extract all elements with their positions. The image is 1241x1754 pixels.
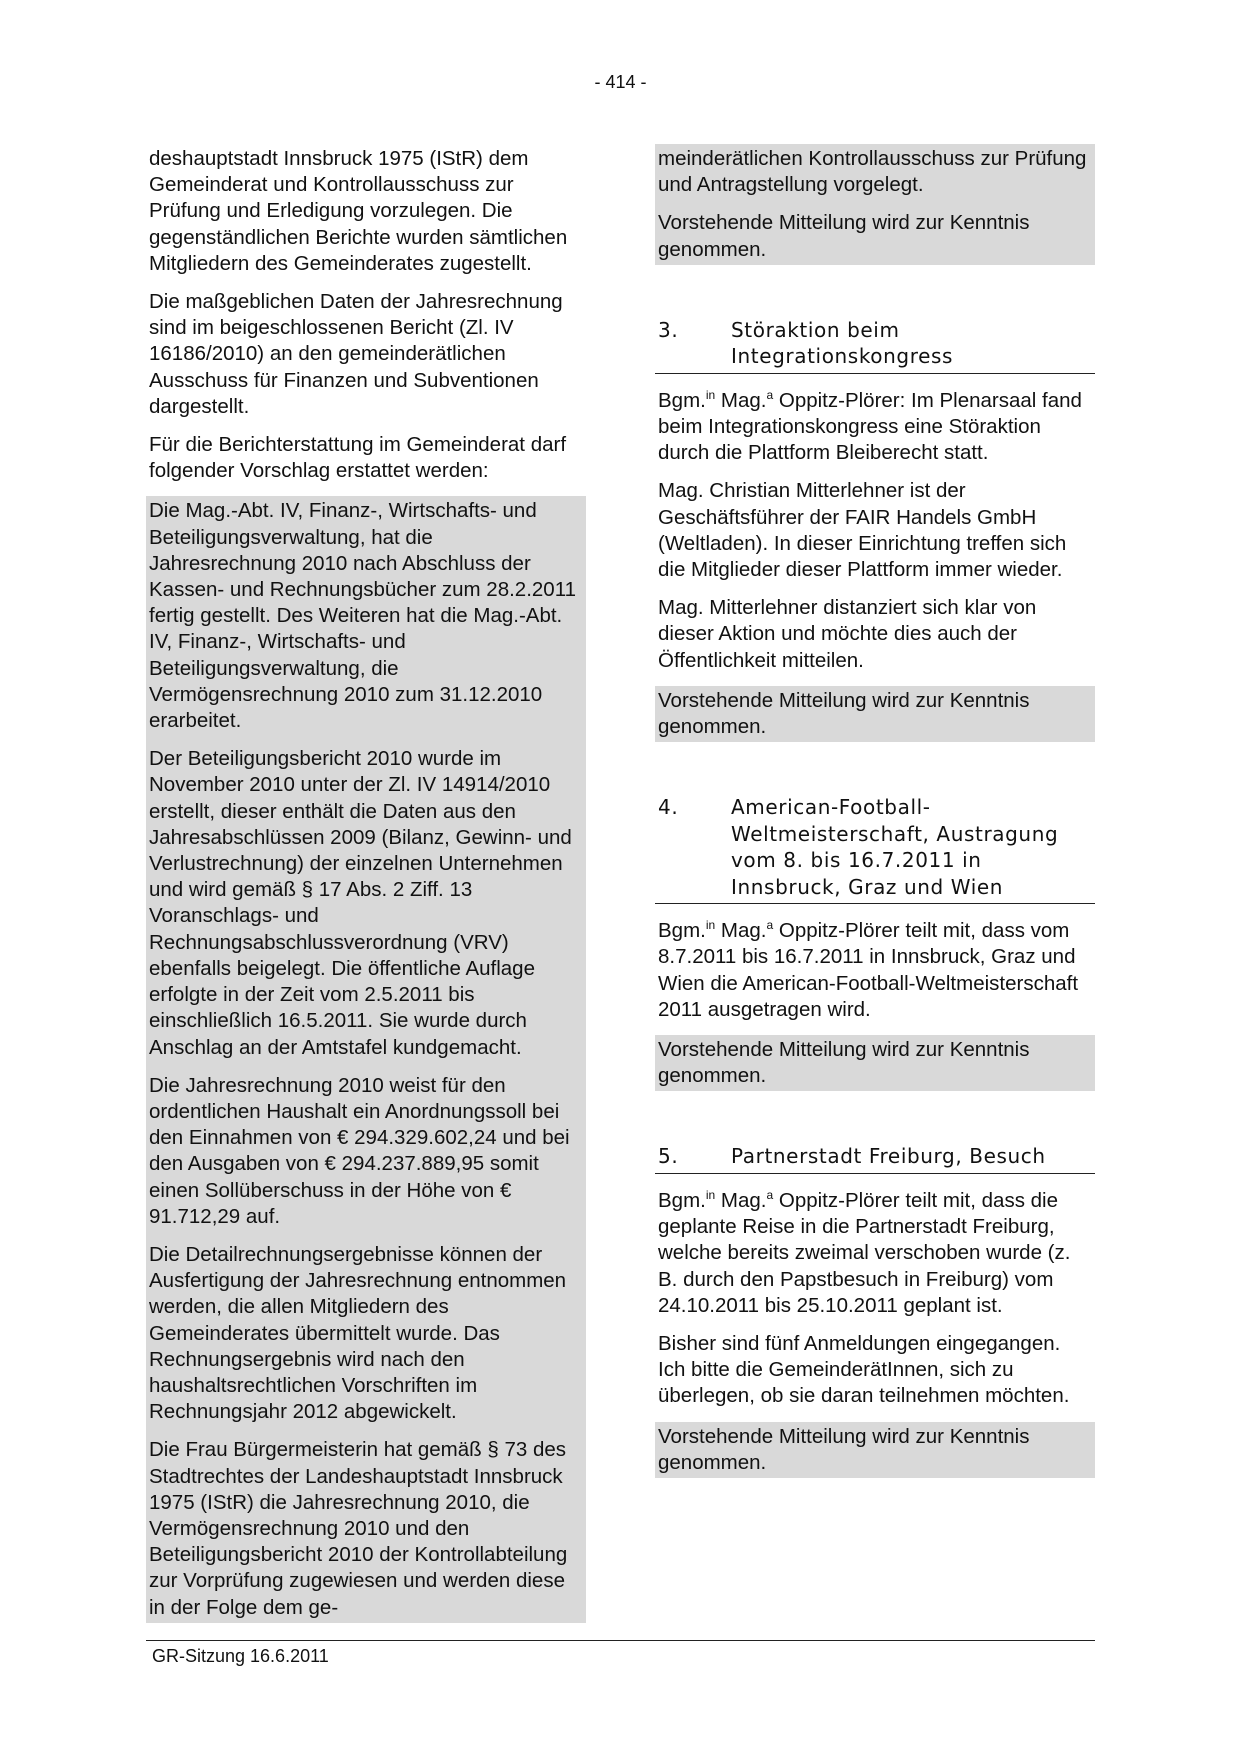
paragraph-text: Oppitz-Plörer: Im Plenarsaal fand beim Integrationskongress eine Störaktion durch die Plattform Bleiberecht statt.	[658, 388, 1082, 465]
section-number: 4.	[658, 795, 679, 820]
paragraph-text: Oppitz-Plörer teilt mit, dass die geplante Reise in die Partnerstadt Freiburg, welche bereits zweimal verschoben wurde (z. B. durch den Papstbesuch in Freiburg) vom 24.10.2011 bis 25.10.2011 geplant ist.	[658, 1188, 1071, 1317]
paragraph: Die maßgeblichen Daten der Jahresrechnung sind im beigeschlossenen Bericht (Zl. IV 16186/2010) an den gemeinderätlichen Ausschuss für Finanzen und Subventionen dargestellt.	[149, 290, 563, 418]
speaker-title: Mag.	[715, 919, 767, 943]
section-title: Störaktion beim Integrationskongress	[731, 317, 954, 369]
superscript: in	[705, 387, 716, 402]
shaded-proposal	[146, 496, 586, 1622]
speaker-title: Mag.	[715, 388, 767, 412]
notice: Vorstehende Mitteilung wird zur Kenntnis genommen.	[658, 688, 1030, 739]
shaded-notice	[655, 686, 1095, 742]
paragraph: Bisher sind fünf Anmeldungen eingegangen. Ich bitte die GemeinderätInnen, sich zu überlegen, ob sie daran teilnehmen möchten.	[658, 1331, 1070, 1408]
notice: Vorstehende Mitteilung wird zur Kenntnis genommen.	[658, 1424, 1030, 1474]
paragraph-text: Oppitz-Plörer teilt mit, dass vom 8.7.2011 bis 16.7.2011 in Innsbruck, Graz und Wien die American-Football-Weltmeisterschaft 2011 ausgetragen wird.	[658, 919, 1079, 1021]
superscript: a	[766, 387, 774, 402]
section-heading-4	[655, 794, 1095, 904]
paragraph: Mag. Christian Mitterlehner ist der Geschäftsführer der FAIR Handels GmbH (Weltladen). In dieser Einrichtung treffen sich die Mitglieder dieser Plattform immer wieder.	[658, 479, 1067, 582]
notice: Vorstehende Mitteilung wird zur Kenntnis genommen.	[658, 1038, 1030, 1088]
paragraph: Für die Berichterstattung im Gemeinderat darf folgender Vorschlag erstattet werden:	[149, 433, 567, 483]
superscript: a	[766, 1188, 774, 1203]
shaded-notice	[655, 1422, 1095, 1478]
speaker-title: Bgm.	[658, 919, 706, 943]
speaker-title: Bgm.	[658, 1188, 706, 1212]
section-number: 5.	[658, 1144, 679, 1169]
proposal-paragraph: Die Mag.-Abt. IV, Finanz-, Wirtschafts- und Beteiligungsverwaltung, hat die Jahresrechnung 2010 nach Abschluss der Kassen- und Rechnungsbücher zum 28.2.2011 fertig gestellt. Des Weiteren hat die Mag.-Abt. IV, Finanz-, Wirtschafts- und Beteiligungsverwaltung, die Vermögensrechnung 2010 zum 31.12.2010 erarbeitet.	[149, 499, 576, 733]
superscript: in	[705, 918, 716, 933]
footer-divider	[146, 1640, 1095, 1641]
left-column	[146, 146, 586, 1635]
page-number: - 414 -	[594, 72, 647, 92]
shaded-continuation	[655, 144, 1095, 265]
section-title: Partnerstadt Freiburg, Besuch	[731, 1144, 1046, 1169]
paragraph: Mag. Mitterlehner distanziert sich klar von dieser Aktion und möchte dies auch der Öffentlichkeit mitteilen.	[658, 596, 1037, 672]
proposal-paragraph: Die Frau Bürgermeisterin hat gemäß § 73 des Stadtrechtes der Landeshauptstadt Innsbruck 1975 (IStR) die Jahresrechnung 2010, die Vermögensrechnung 2010 und den Beteiligungsbericht 2010 der Kontrollabteilung zur Vorprüfung zugewiesen und werden diese in der Folge dem ge-	[149, 1438, 568, 1619]
section-number: 3.	[658, 317, 679, 342]
proposal-paragraph: Die Jahresrechnung 2010 weist für den ordentlichen Haushalt ein Anordnungssoll bei den Einnahmen von € 294.329.602,24 und bei den Ausgaben von € 294.237.889,95 somit einen Sollüberschuss in der Höhe von € 91.712,29 auf.	[149, 1073, 570, 1228]
speaker-title: Mag.	[715, 1188, 767, 1212]
footer-text: GR-Sitzung 16.6.2011	[152, 1646, 329, 1666]
superscript: a	[766, 918, 774, 933]
superscript: in	[705, 1188, 716, 1203]
paragraph	[655, 1188, 1095, 1319]
paragraph: meinderätlichen Kontrollausschuss zur Prüfung und Antragstellung vorgelegt.	[658, 147, 1087, 197]
section-heading-3	[655, 317, 1095, 374]
proposal-paragraph: Der Beteiligungsbericht 2010 wurde im November 2010 unter der Zl. IV 14914/2010 erstellt, dieser enthält die Daten aus den Jahresabschlüssen 2009 (Bilanz, Gewinn- und Verlustrechnung) der einzelnen Unternehmen und wird gemäß § 17 Abs. 2 Ziff. 13 Voranschlags- und Rechnungsabschlussverordnung (VRV) ebenfalls beigelegt. Die öffentliche Auflage erfolgte in der Zeit vom 2.5.2011 bis einschließlich 16.5.2011. Sie wurde durch Anschlag an der Amtstafel kundgemacht.	[149, 747, 572, 1059]
paragraph	[655, 388, 1095, 467]
section-heading-5	[655, 1143, 1095, 1174]
proposal-paragraph: Die Detailrechnungsergebnisse können der Ausfertigung der Jahresrechnung entnommen werden, die allen Mitgliedern des Gemeinderates übermittelt wurde. Das Rechnungsergebnis wird nach den haushaltsrechtlichen Vorschriften im Rechnungsjahr 2012 abgewickelt.	[149, 1242, 567, 1424]
section-title: American-Football-Weltmeisterschaft, Austragung vom 8. bis 16.7.2011 in Innsbruck, Graz und Wien	[731, 795, 1059, 899]
notice: Vorstehende Mitteilung wird zur Kenntnis genommen.	[658, 211, 1030, 261]
shaded-notice	[655, 1035, 1095, 1091]
right-column	[655, 146, 1095, 1490]
speaker-title: Bgm.	[658, 388, 706, 412]
paragraph: deshauptstadt Innsbruck 1975 (IStR) dem Gemeinderat und Kontrollausschuss zur Prüfung und Erledigung vorzulegen. Die gegenständlichen Berichte wurden sämtlichen Mitgliedern des Gemeinderates zugestellt.	[149, 147, 568, 275]
paragraph	[655, 918, 1095, 1023]
